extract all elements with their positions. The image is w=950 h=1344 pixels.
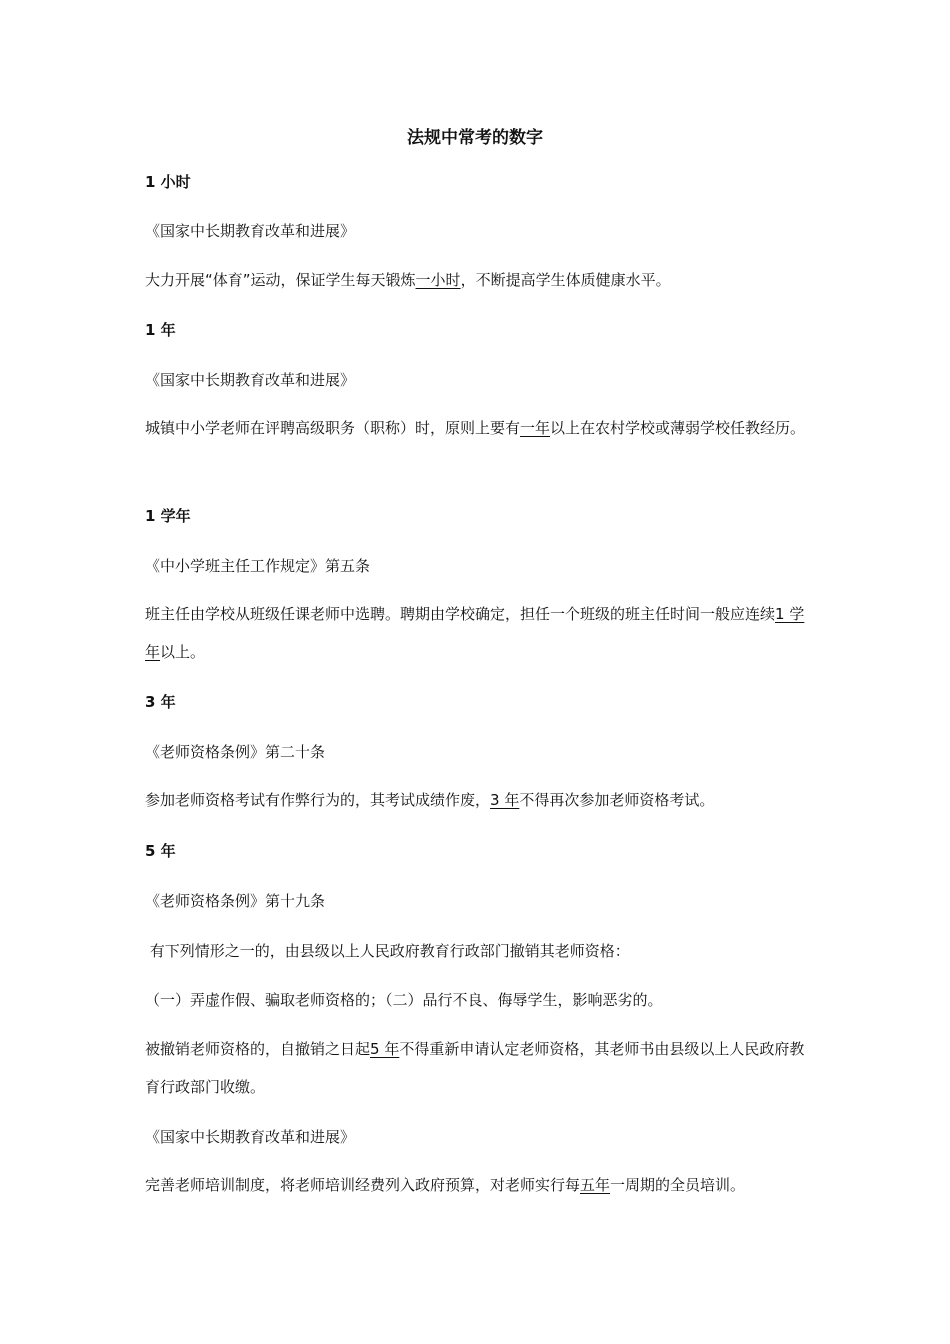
highlighted-number: 1 学年 [145,605,805,661]
paragraph-text: 不得重新申请认定老师资格，其老师书由县级以上人民政府教育行政部门收缴。 [145,1040,805,1096]
section-paragraph [145,1030,813,1106]
highlighted-number: 一年 [520,419,551,437]
highlighted-number: 3 年 [490,791,520,809]
highlighted-number: 5 年 [370,1040,400,1058]
section-heading: 5 年 [145,842,176,860]
section-heading: 1 学年 [145,507,191,525]
paragraph-text: 不得再次参加老师资格考试。 [519,791,715,809]
section-source: 《国家中长期教育改革和进展》 [145,1128,356,1146]
section-heading: 1 小时 [145,173,191,191]
section-source: 《国家中长期教育改革和进展》 [145,371,356,389]
section-intro: 有下列情形之一的，由县级以上人民政府教育行政部门撤销其老师资格： [145,942,630,960]
paragraph-text: 以上在农村学校或薄弱学校任教经历。 [550,419,806,437]
section-paragraph [145,595,813,671]
section-heading: 1 年 [145,321,176,339]
paragraph-text: 一周期的全员培训。 [610,1176,746,1194]
section-paragraph [145,1166,825,1204]
paragraph-text: 参加老师资格考试有作弊行为的，其考试成绩作废， [145,791,491,809]
paragraph-text: 城镇中小学老师在评聘高级职务（职称）时，原则上要有 [145,419,521,437]
document-title: 法规中常考的数字 [407,128,543,148]
section-source: 《国家中长期教育改革和进展》 [145,222,356,240]
paragraph-text: 被撤销老师资格的，自撤销之日起 [145,1040,371,1058]
section-source: 《老师资格条例》第二十条 [145,743,326,761]
highlighted-number: 五年 [580,1176,611,1194]
section-source: 《中小学班主任工作规定》第五条 [145,557,371,575]
paragraph-text: ，不断提高学生体质健康水平。 [460,271,671,289]
section-paragraph [145,261,813,299]
paragraph-text: 大力开展“体育”运动，保证学生每天锻炼 [145,271,416,289]
paragraph-text: 班主任由学校从班级任课老师中选聘。聘期由学校确定，担任一个班级的班主任时间一般应连续 [145,605,776,623]
section-heading: 3 年 [145,693,176,711]
section-paragraph [145,409,813,447]
paragraph-text: 以上。 [160,643,206,661]
highlighted-number: 一小时 [415,271,461,289]
section-paragraph [145,781,813,819]
paragraph-text: 完善老师培训制度，将老师培训经费列入政府预算，对老师实行每 [145,1176,581,1194]
section-source: 《老师资格条例》第十九条 [145,892,326,910]
section-items: （一）弄虚作假、骗取老师资格的；（二）品行不良、侮辱学生，影响恶劣的。 [145,991,663,1009]
